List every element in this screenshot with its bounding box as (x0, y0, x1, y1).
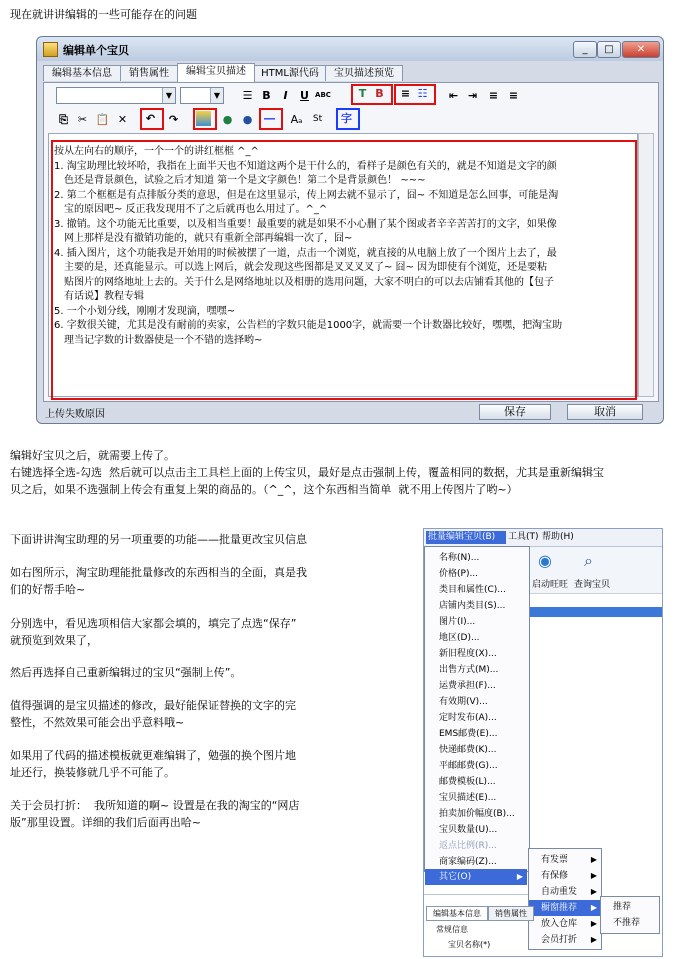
menu-item-other-label: 其它(O) (439, 872, 472, 882)
menu-item-auction-increment[interactable]: 拍卖加价幅度(B)... (439, 809, 515, 819)
batch-text: 如右图所示，淘宝助理能批量修改的东西相当的全面，真是我 (10, 566, 307, 579)
underline-button[interactable]: U (300, 89, 309, 102)
text-color-icon[interactable]: T (358, 87, 367, 100)
editor-line: 贴图片的网络地址上去的。关于什么是网络地址以及相册的选用问题，大家不明白的可以去店铺看其他的【包子 (64, 277, 554, 288)
outdent-icon[interactable]: ⇤ (448, 89, 459, 102)
chevron-right-icon: ▶ (590, 919, 597, 928)
editor-line: 按从左向右的顺序，一个一个的讲红框框 ^_^ (54, 146, 259, 157)
word-count-icon[interactable]: 字 (341, 112, 352, 125)
editor-line: 有话说】教程专辑 (64, 291, 144, 302)
editor-line: 2. 第二个框框是有点排版分类的意思，但是在这里显示，传上网去就不显示了，囧~ 不知道是怎么回事，可能是淘 (54, 190, 559, 201)
background-color-icon[interactable]: B (375, 87, 384, 100)
upload-text: 右键选择全选-勾选 然后就可以点击主工具栏上面的上传宝贝，最好是点击强制上传，覆盖相同的数据，尤其是重新编辑宝 (10, 466, 604, 479)
menu-item-validity[interactable]: 有效期(V)... (439, 697, 488, 707)
chevron-right-icon: ▶ (590, 887, 597, 896)
upload-heading: 编辑好宝贝之后，就需要上传了。 (10, 449, 175, 462)
showcase-submenu (600, 896, 660, 934)
tab-sales-attr-bottom[interactable]: 销售属性 (488, 906, 534, 921)
cut-icon[interactable]: ✂ (77, 113, 88, 126)
editor-line: 主要的是，还真能显示。可以选上网后，就会发现这些图都是叉叉叉叉了~ 囧~ 因为即使有个浏览，还是要粘 (64, 262, 548, 273)
tab-html-source[interactable]: HTML源代码 (254, 65, 326, 81)
editor-line: 1. 淘宝助理比较坏哈，我指在上面半天也不知道这两个是干什么的，看样子是颜色有关的，就是不知道是文字的颜 (54, 161, 557, 172)
batch-text: 然后再选择自己重新编辑过的宝贝“强制上传”。 (10, 666, 242, 679)
editor-line: 网上那样是没有撤销功能的，就只有重新全部再编辑一次了，囧~ (64, 233, 353, 244)
menu-item-region[interactable]: 地区(D)... (439, 633, 480, 643)
submenu-invoice[interactable] (529, 852, 601, 868)
chevron-right-icon: ▶ (590, 855, 597, 864)
menu-item-shop-category[interactable]: 店铺内类目(S)... (439, 601, 506, 611)
wangwang-icon[interactable]: ◉ (538, 551, 552, 570)
app-icon (43, 42, 58, 57)
editor-line: 宝的原因吧~ 反正我发现用不了之后就再也么用过了。^_^ (64, 204, 328, 215)
batch-text: 分别选中，看见选项相信大家都会填的，填完了点选“保存” (10, 617, 297, 630)
menu-item-merchant-code[interactable]: 商家编码(Z)... (439, 857, 497, 867)
item-name-label: 宝贝名称(*) (448, 940, 491, 949)
batch-text: 址还行，换装修就几乎不可能了。 (10, 766, 175, 779)
submenu-invoice-label: 有发票 (541, 855, 569, 865)
option-recommend[interactable]: 推荐 (613, 902, 632, 912)
menu-item-shipping-template[interactable]: 邮费模板(L)... (439, 777, 496, 787)
tab-edit-description[interactable]: 编辑宝贝描述 (177, 63, 255, 82)
editor-line: 3. 撤销。这个功能无比重要，以及相当重要！最重要的就是如果不小心删了某个图或者辛辛苦苦打的文字，如果像 (54, 219, 557, 230)
menu-item-sale-method[interactable]: 出售方式(M)... (439, 665, 499, 675)
toolbar-wangwang-label[interactable]: 启动旺旺 (532, 580, 569, 590)
menu-tools[interactable]: 工具(T) (508, 532, 539, 542)
editor-line: 4. 插入图片，这个功能我是开始用的时候被摆了一道，点击一个浏览，就直接的从电脑上放了一个图片上去了，最 (54, 248, 557, 259)
batch-text: 版”那里设置。详细的我们后面再出哈~ (10, 816, 201, 829)
tab-basic-info-bottom[interactable]: 编辑基本信息 (426, 906, 488, 921)
batch-text: 如果用了代码的描述模板就更难编辑了，勉强的换个图片地 (10, 749, 296, 762)
batch-text: 值得强调的是宝贝描述的修改，最好能保证替换的文字的完 (10, 699, 296, 712)
delete-icon[interactable]: ✕ (117, 113, 128, 126)
copy-icon[interactable]: ⎘ (59, 113, 68, 126)
batch-edit-menu (424, 546, 530, 872)
menu-item-rebate: 返点比例(R)... (439, 841, 497, 851)
batch-text: 们的好帮手哈~ (10, 583, 86, 596)
menubar (424, 529, 662, 547)
menu-item-price[interactable]: 价格(P)... (439, 569, 479, 579)
menu-item-quantity[interactable]: 宝贝数量(U)... (439, 825, 498, 835)
subscript-icon[interactable]: St (312, 114, 323, 124)
upload-failure-label: 上传失败原因 (45, 409, 105, 420)
editor-line: 色还是背景颜色，试验之后才知道 第一个是文字颜色！第二个是背景颜色！ ~~~ (64, 175, 426, 186)
intro-text: 现在就讲讲编辑的一些可能存在的问题 (10, 8, 197, 21)
bold-button[interactable]: B (262, 89, 271, 102)
align-right-icon[interactable]: ≡ (508, 89, 519, 102)
submenu-auto-repost[interactable] (529, 884, 601, 900)
submenu-member-discount[interactable] (529, 932, 601, 948)
menu-item-name[interactable]: 名称(N)... (439, 553, 480, 563)
insert-image-icon[interactable] (196, 111, 211, 126)
upload-text: 贝之后，如果不选强制上传会有重复上架的商品的。（^_^，这个东西相当简单 就不用上传图片了哟~） (10, 483, 518, 496)
option-not-recommend[interactable]: 不推荐 (613, 918, 641, 928)
list-format-icon[interactable]: ☰ (242, 89, 253, 102)
indent-icon[interactable]: ⇥ (467, 89, 478, 102)
insert-media-icon[interactable]: ● (242, 113, 253, 126)
italic-button[interactable]: I (283, 89, 288, 102)
batch-text: 整性，不然效果可能会出乎意料哦~ (10, 716, 185, 729)
menu-item-category[interactable]: 类目和属性(C)... (439, 585, 506, 595)
chevron-right-icon: ▶ (590, 935, 597, 944)
menu-item-surface-mail[interactable]: 平邮邮费(G)... (439, 761, 498, 771)
submenu-warranty[interactable] (529, 868, 601, 884)
close-icon[interactable]: ✕ (622, 41, 660, 58)
general-info-label: 常规信息 (436, 925, 468, 934)
chevron-right-icon: ▶ (590, 871, 597, 880)
editor-line: 6. 字数很关键，尤其是没有耐前的卖家，公告栏的字数只能是1000字，就需要一个计数器比较好，嘿嘿，把淘宝助 (54, 320, 563, 331)
menu-item-ems[interactable]: EMS邮费(E)... (439, 729, 498, 739)
menu-batch-edit[interactable]: 批量编辑宝贝(B) (426, 531, 506, 544)
submenu-warehouse[interactable] (529, 916, 601, 932)
dialog-title: 编辑单个宝贝 (63, 44, 129, 57)
insert-video-icon[interactable]: ● (222, 113, 233, 126)
submenu-warranty-label: 有保修 (541, 871, 569, 881)
toolbar-search-label[interactable]: 查询宝贝 (574, 580, 611, 590)
font-select[interactable] (56, 87, 176, 104)
tab-description-preview[interactable]: 宝贝描述预览 (325, 65, 403, 81)
batch-text: 就预览到效果了， (10, 634, 98, 647)
size-select[interactable] (180, 87, 224, 104)
submenu-auto-repost-label: 自动重发 (541, 887, 578, 897)
other-submenu (528, 848, 602, 950)
description-panel (43, 82, 659, 402)
submenu-showcase-label: 橱窗推荐 (541, 903, 578, 913)
cancel-button[interactable]: 取消 (567, 404, 643, 420)
align-center-icon[interactable]: ≡ (488, 89, 499, 102)
submenu-showcase[interactable] (529, 900, 601, 916)
redo-icon[interactable]: ↷ (168, 113, 179, 126)
chevron-down-icon: ▼ (162, 88, 175, 103)
maximize-icon[interactable]: □ (597, 41, 621, 58)
tab-sales-attr[interactable]: 销售属性 (120, 65, 178, 81)
undo-icon[interactable]: ↶ (145, 112, 156, 125)
batch-heading: 下面讲讲淘宝助理的另一项重要的功能——批量更改宝贝信息 (10, 533, 307, 546)
strike-button[interactable]: ABC (315, 91, 331, 99)
chevron-right-icon: ▶ (590, 903, 597, 912)
menu-item-other[interactable] (425, 869, 527, 885)
numbered-list-icon[interactable]: ≡ (400, 87, 411, 100)
case-icon[interactable]: Aₐ (290, 113, 303, 126)
tab-basic-info[interactable]: 编辑基本信息 (43, 65, 121, 81)
editor-line: 5. 一个小划分线，刚刚才发现滴，嘿嘿~ (54, 306, 236, 317)
editor-line: 理当记字数的计数器使是一个不错的选择哟~ (64, 335, 263, 346)
horizontal-line-icon[interactable]: ― (264, 112, 275, 125)
batch-edit-screenshot (423, 528, 663, 957)
dialog-statusbar (43, 402, 657, 420)
menu-item-shipping-payer[interactable]: 运费承担(F)... (439, 681, 496, 691)
search-icon[interactable]: ⌕ (584, 551, 593, 570)
menu-item-image[interactable]: 图片(I)... (439, 617, 476, 627)
menu-help[interactable]: 帮助(H) (542, 532, 574, 542)
menu-item-express[interactable]: 快递邮费(K)... (439, 745, 497, 755)
batch-text: 关于会员打折： 我所知道的啊~ 设置是在我的淘宝的“网店 (10, 799, 300, 812)
chevron-right-icon: ▶ (516, 872, 523, 881)
paste-icon[interactable]: 📋 (95, 113, 110, 126)
submenu-member-discount-label: 会员打折 (541, 935, 578, 945)
dialog-titlebar (37, 37, 663, 61)
bullet-list-icon[interactable]: ☷ (417, 87, 428, 100)
menu-item-condition[interactable]: 新旧程度(X)... (439, 649, 497, 659)
chevron-down-icon: ▼ (210, 88, 223, 103)
menu-item-scheduled[interactable]: 定时发布(A)... (439, 713, 497, 723)
submenu-warehouse-label: 放入仓库 (541, 919, 578, 929)
menu-item-description[interactable]: 宝贝描述(E)... (439, 793, 497, 803)
save-button[interactable]: 保存 (479, 404, 551, 420)
minimize-icon[interactable]: _ (573, 41, 597, 58)
edit-item-dialog (36, 36, 664, 424)
